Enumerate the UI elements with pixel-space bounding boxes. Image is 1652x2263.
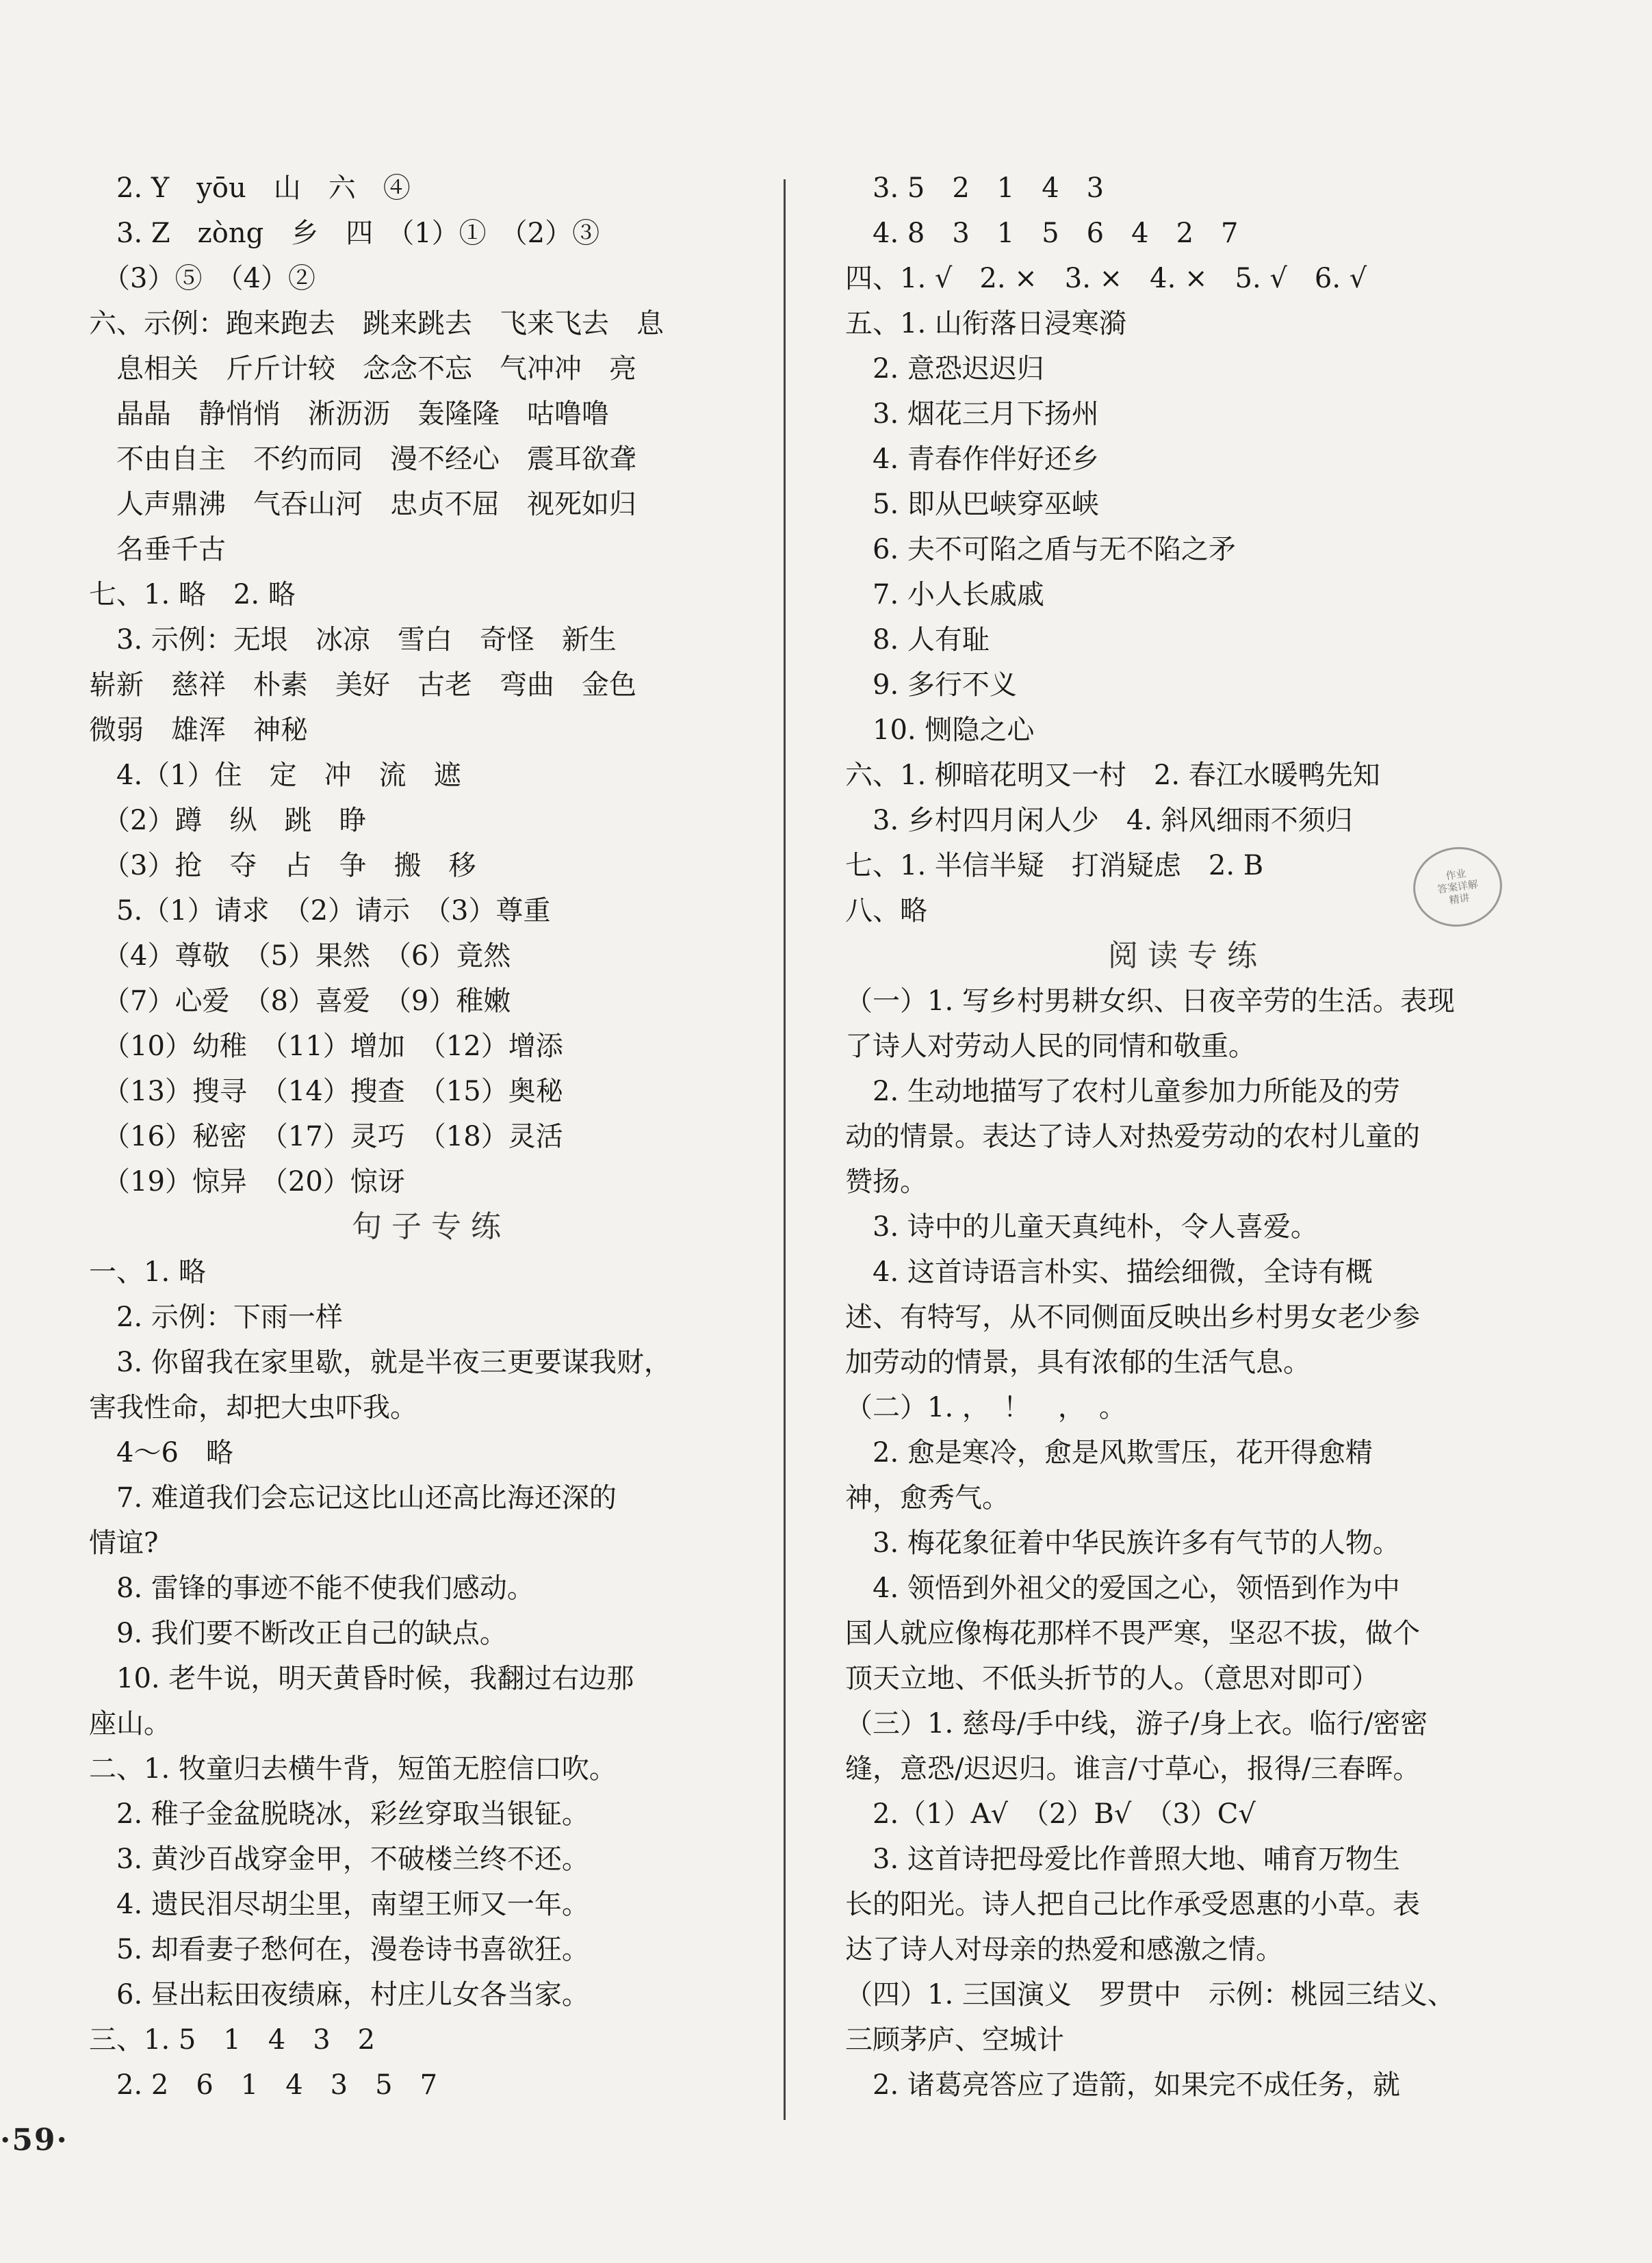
answer-line: 国人就应像梅花那样不畏严寒，坚忍不拔，做个 <box>845 1618 1420 1649</box>
section-heading: 句子专练 <box>352 1209 511 1244</box>
answer-line: 4～6 略 <box>89 1437 233 1469</box>
answer-line: 7. 难道我们会忘记这比山还高比海还深的 <box>89 1482 617 1514</box>
answer-line: 缝，意恐/迟迟归。谁言/寸草心，报得/三春晖。 <box>845 1753 1421 1785</box>
answer-line: 10. 老牛说，明天黄昏时候，我翻过右边那 <box>89 1663 634 1694</box>
answer-line: 4. 这首诗语言朴实、描绘细微，全诗有概 <box>845 1256 1373 1288</box>
column-divider <box>784 179 786 2120</box>
answer-line: （19）惊异 （20）惊讶 <box>89 1166 405 1198</box>
answer-line: 一、1. 略 <box>89 1256 206 1288</box>
answer-line: 晶晶 静悄悄 淅沥沥 轰隆隆 咕噜噜 <box>89 398 609 430</box>
answer-line: （4）尊敬 （5）果然 （6）竟然 <box>89 940 511 972</box>
answer-line: 加劳动的情景，具有浓郁的生活气息。 <box>845 1347 1311 1378</box>
answer-line: 崭新 慈祥 朴素 美好 古老 弯曲 金色 <box>89 669 636 701</box>
stamp-line: 作业 <box>1445 867 1467 883</box>
answer-line: 息相关 斤斤计较 念念不忘 气冲冲 亮 <box>89 353 636 385</box>
answer-line: 三顾茅庐、空城计 <box>845 2024 1064 2056</box>
answer-line: 人声鼎沸 气吞山河 忠贞不屈 视死如归 <box>89 489 636 520</box>
answer-line: 六、1. 柳暗花明又一村 2. 春江水暖鸭先知 <box>845 760 1380 791</box>
answer-line: 3. 梅花象征着中华民族许多有气节的人物。 <box>845 1527 1400 1559</box>
answer-line: 三、1. 5 1 4 3 2 <box>89 2024 376 2056</box>
answer-line: 5. 却看妻子愁何在，漫卷诗书喜欲狂。 <box>89 1934 589 1965</box>
answer-line: 2. 愈是寒冷，愈是风欺雪压，花开得愈精 <box>845 1437 1373 1469</box>
answer-line: 四、1. √ 2. × 3. × 4. × 5. √ 6. √ <box>845 263 1367 294</box>
answer-line: 五、1. 山衔落日浸寒漪 <box>845 308 1126 339</box>
answer-line: 2. Y yōu 山 六 ④ <box>89 172 411 204</box>
answer-line: 3. Z zòng 乡 四 （1）① （2）③ <box>89 218 600 249</box>
answer-stamp <box>1408 842 1508 933</box>
answer-line: 5. 即从巴峡穿巫峡 <box>845 489 1099 520</box>
answer-line: 3. 黄沙百战穿金甲，不破楼兰终不还。 <box>89 1844 589 1875</box>
answer-line: 2. 2 6 1 4 3 5 7 <box>89 2069 438 2101</box>
answer-line: 6. 夫不可陷之盾与无不陷之矛 <box>845 534 1236 565</box>
answer-line: 3. 你留我在家里歇，就是半夜三更要谋我财， <box>89 1347 671 1378</box>
answer-line: （10）幼稚 （11）增加 （12）增添 <box>89 1031 563 1062</box>
answer-line: 六、示例：跑来跑去 跳来跳去 飞来飞去 息 <box>89 308 664 339</box>
answer-line: 达了诗人对母亲的热爱和感激之情。 <box>845 1934 1283 1965</box>
answer-line: 4. 遗民泪尽胡尘里，南望王师又一年。 <box>89 1889 589 1920</box>
answer-line: 3. 乡村四月闲人少 4. 斜风细雨不须归 <box>845 805 1353 836</box>
answer-line: （三）1. 慈母/手中线，游子/身上衣。临行/密密 <box>845 1708 1428 1740</box>
answer-line: （3）⑤ （4）② <box>89 263 315 294</box>
answer-line: 七、1. 略 2. 略 <box>89 579 296 610</box>
answer-line: 座山。 <box>89 1708 171 1740</box>
answer-line: 名垂千古 <box>89 534 226 565</box>
answer-line: 9. 多行不义 <box>845 669 1017 701</box>
answer-line: 4. 领悟到外祖父的爱国之心，领悟到作为中 <box>845 1573 1400 1604</box>
answer-line: 微弱 雄浑 神秘 <box>89 714 308 746</box>
answer-line: 4. 8 3 1 5 6 4 2 7 <box>845 218 1239 249</box>
answer-line: 长的阳光。诗人把自己比作承受恩惠的小草。表 <box>845 1889 1420 1920</box>
answer-line: 10. 恻隐之心 <box>845 714 1035 746</box>
answer-line: （一）1. 写乡村男耕女织、日夜辛劳的生活。表现 <box>845 985 1455 1017</box>
answer-line: 9. 我们要不断改正自己的缺点。 <box>89 1618 507 1649</box>
answer-line: 6. 昼出耘田夜绩麻，村庄儿女各当家。 <box>89 1979 589 2010</box>
answer-line: 7. 小人长戚戚 <box>845 579 1044 610</box>
answer-line: 动的情景。表达了诗人对热爱劳动的农村儿童的 <box>845 1121 1420 1152</box>
answer-line: 2. 生动地描写了农村儿童参加力所能及的劳 <box>845 1076 1400 1107</box>
page-number: ·59· <box>0 2123 68 2158</box>
answer-line: 8. 人有耻 <box>845 624 990 656</box>
answer-line: 2. 示例：下雨一样 <box>89 1302 343 1333</box>
answer-line: 4. 青春作伴好还乡 <box>845 443 1099 475</box>
answer-line: 赞扬。 <box>845 1166 927 1198</box>
answer-line: 3. 5 2 1 4 3 <box>845 172 1105 204</box>
answer-line: 神，愈秀气。 <box>845 1482 1009 1514</box>
answer-line: （四）1. 三国演义 罗贯中 示例：桃园三结义、 <box>845 1979 1455 2010</box>
stamp-line: 精讲 <box>1448 891 1471 907</box>
answer-line: 不由自主 不约而同 漫不经心 震耳欲聋 <box>89 443 636 475</box>
section-heading: 阅读专练 <box>1108 938 1267 973</box>
answer-line: 八、略 <box>845 895 927 927</box>
answer-line: 述、有特写，从不同侧面反映出乡村男女老少参 <box>845 1302 1420 1333</box>
answer-line: 4.（1）住 定 冲 流 遮 <box>89 760 461 791</box>
answer-line: 2. 意恐迟迟归 <box>845 353 1044 385</box>
answer-line: （16）秘密 （17）灵巧 （18）灵活 <box>89 1121 563 1152</box>
answer-line: （13）搜寻 （14）搜查 （15）奥秘 <box>89 1076 563 1107</box>
answer-line: 3. 示例：无垠 冰凉 雪白 奇怪 新生 <box>89 624 617 656</box>
answer-line: 2. 诸葛亮答应了造箭，如果完不成任务，就 <box>845 2069 1400 2101</box>
answer-line: 3. 烟花三月下扬州 <box>845 398 1099 430</box>
answer-line: 了诗人对劳动人民的同情和敬重。 <box>845 1031 1256 1062</box>
answer-line: 3. 诗中的儿童天真纯朴，令人喜爱。 <box>845 1211 1318 1243</box>
answer-line: （3）抢 夺 占 争 搬 移 <box>89 850 476 881</box>
answer-line: （2）蹲 纵 跳 睁 <box>89 805 367 836</box>
answer-line: 情谊? <box>89 1527 159 1559</box>
answer-line: 顶天立地、不低头折节的人。（意思对即可） <box>845 1663 1379 1694</box>
answer-line: 害我性命，却把大虫吓我。 <box>89 1392 417 1423</box>
answer-line: 2.（1）A√ （2）B√ （3）C√ <box>845 1798 1256 1830</box>
answer-line: 8. 雷锋的事迹不能不使我们感动。 <box>89 1573 534 1604</box>
answer-line: （7）心爱 （8）喜爱 （9）稚嫩 <box>89 985 511 1017</box>
answer-line: 5.（1）请求 （2）请示 （3）尊重 <box>89 895 551 927</box>
answer-line: 七、1. 半信半疑 打消疑虑 2. B <box>845 850 1264 881</box>
answer-line: 3. 这首诗把母爱比作普照大地、哺育万物生 <box>845 1844 1400 1875</box>
answer-line: 二、1. 牧童归去横牛背，短笛无腔信口吹。 <box>89 1753 617 1785</box>
stamp-line: 答案详解 <box>1436 877 1479 896</box>
answer-line: （二）1. ， ！ ， 。 <box>845 1392 1126 1423</box>
answer-line: 2. 稚子金盆脱晓冰，彩丝穿取当银钲。 <box>89 1798 589 1830</box>
